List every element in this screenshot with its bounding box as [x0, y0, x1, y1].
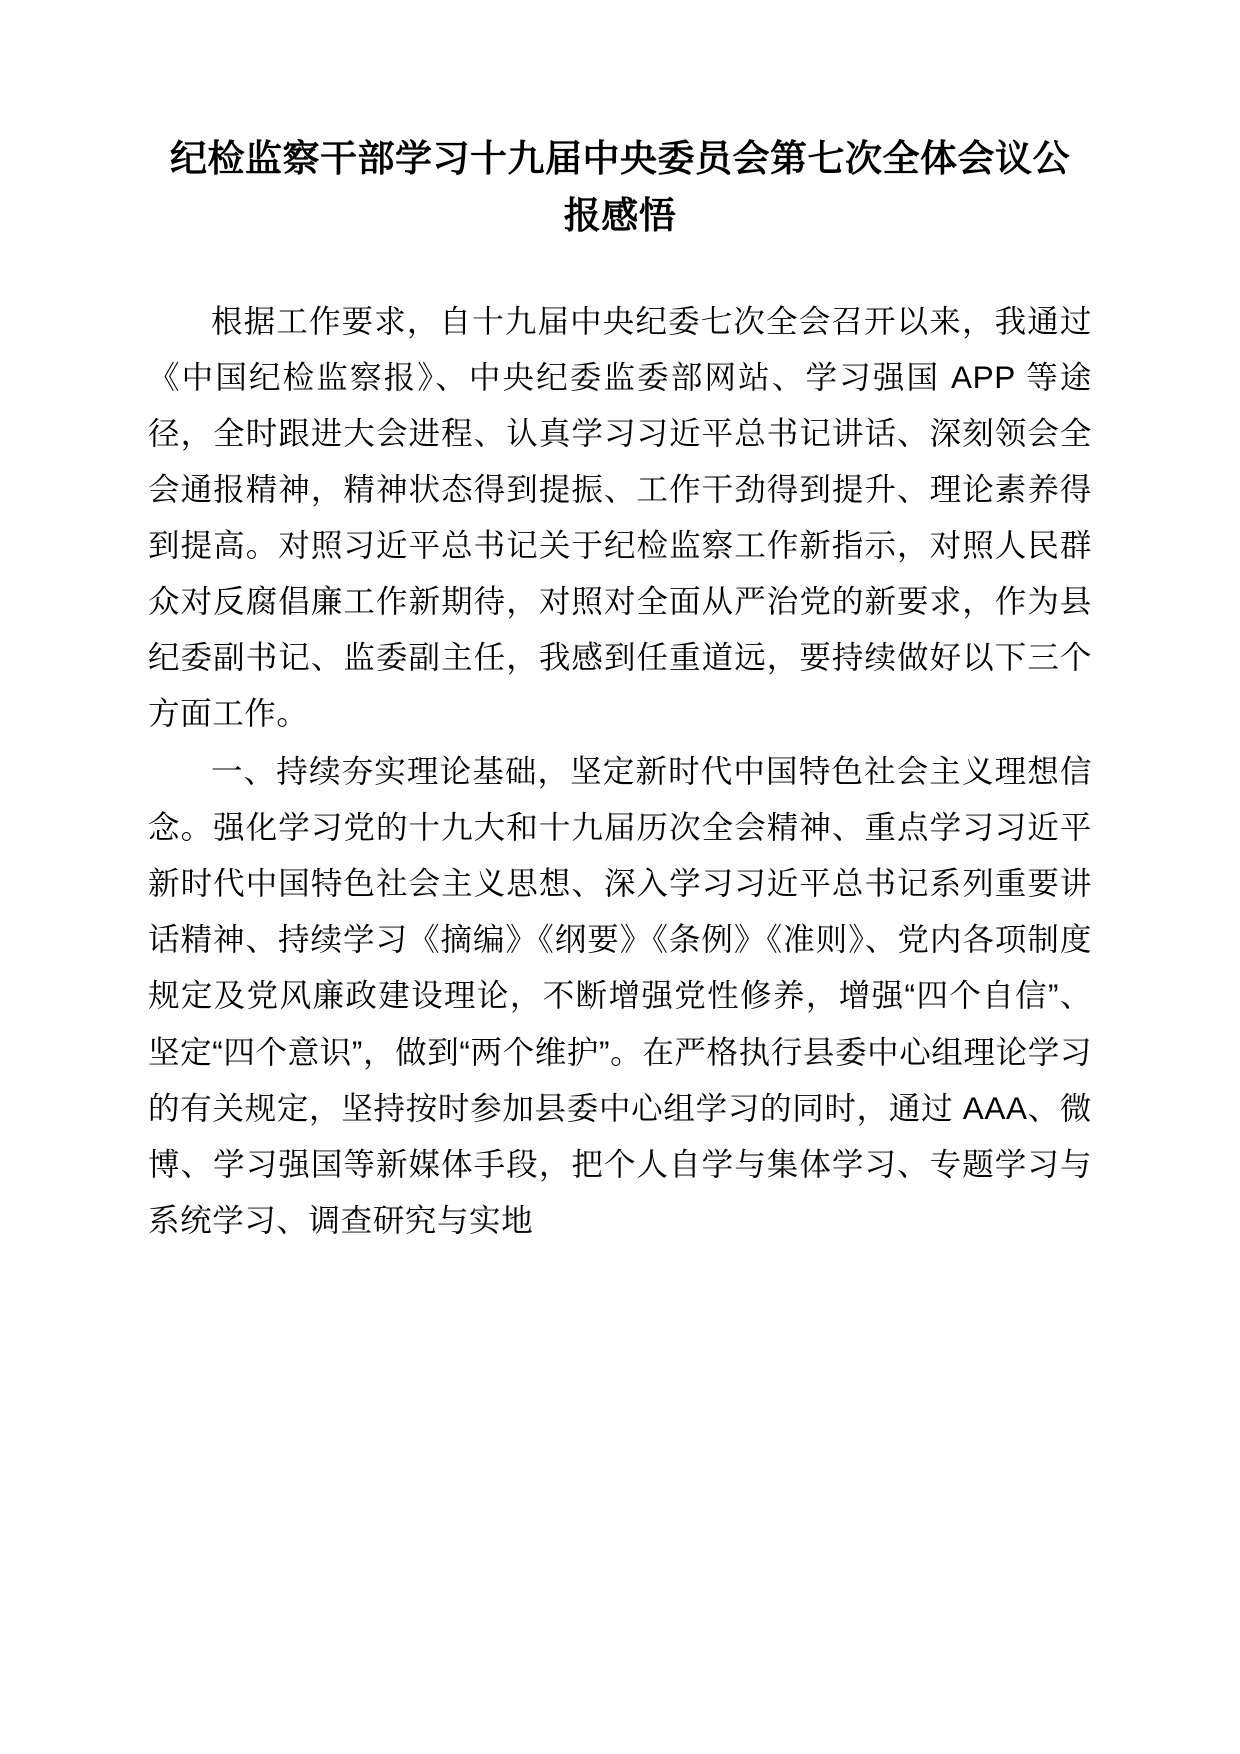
body-paragraph: 一、持续夯实理论基础，坚定新时代中国特色社会主义理想信念。强化学习党的十九大和十九届历次全会精神、重点学习习近平新时代中国特色社会主义思想、深入学习习近平总书记系列重要讲话精神、持续学习《摘编》《纲要》《条例》《准则》、党内各项制度规定及党风廉政建设理论，不断增强党性修养，增强“四个自信”、坚定“四个意识”，做到“两个维护”。在严格执行县委中心组理论学习的有关规定，坚持按时参加县委中心组学习的同时，通过 AAA、微博、学习强国等新媒体手段，把个人自学与集体学习、专题学习与系统学习、调查研究与实地: [148, 753, 1092, 1238]
page-title: 纪检监察干部学习十九届中央委员会第七次全体会议公报感悟: [170, 138, 1070, 237]
body-paragraph: 根据工作要求，自十九届中央纪委七次全会召开以来，我通过《中国纪检监察报》、中央纪委监委部网站、学习强国 APP 等途径，全时跟进大会进程、认真学习习近平总书记讲话、深刻领会全会通报精神，精神状态得到提振、工作干劲得到提升、理论素养得到提高。对照习近平总书记关于纪检监察工作新指示，对照人民群众对反腐倡廉工作新期待，对照对全面从严治党的新要求，作为县纪委副书记、监委副主任，我感到任重道远，要持续做好以下三个方面工作。: [148, 302, 1092, 732]
document-body: [148, 293, 1092, 1248]
